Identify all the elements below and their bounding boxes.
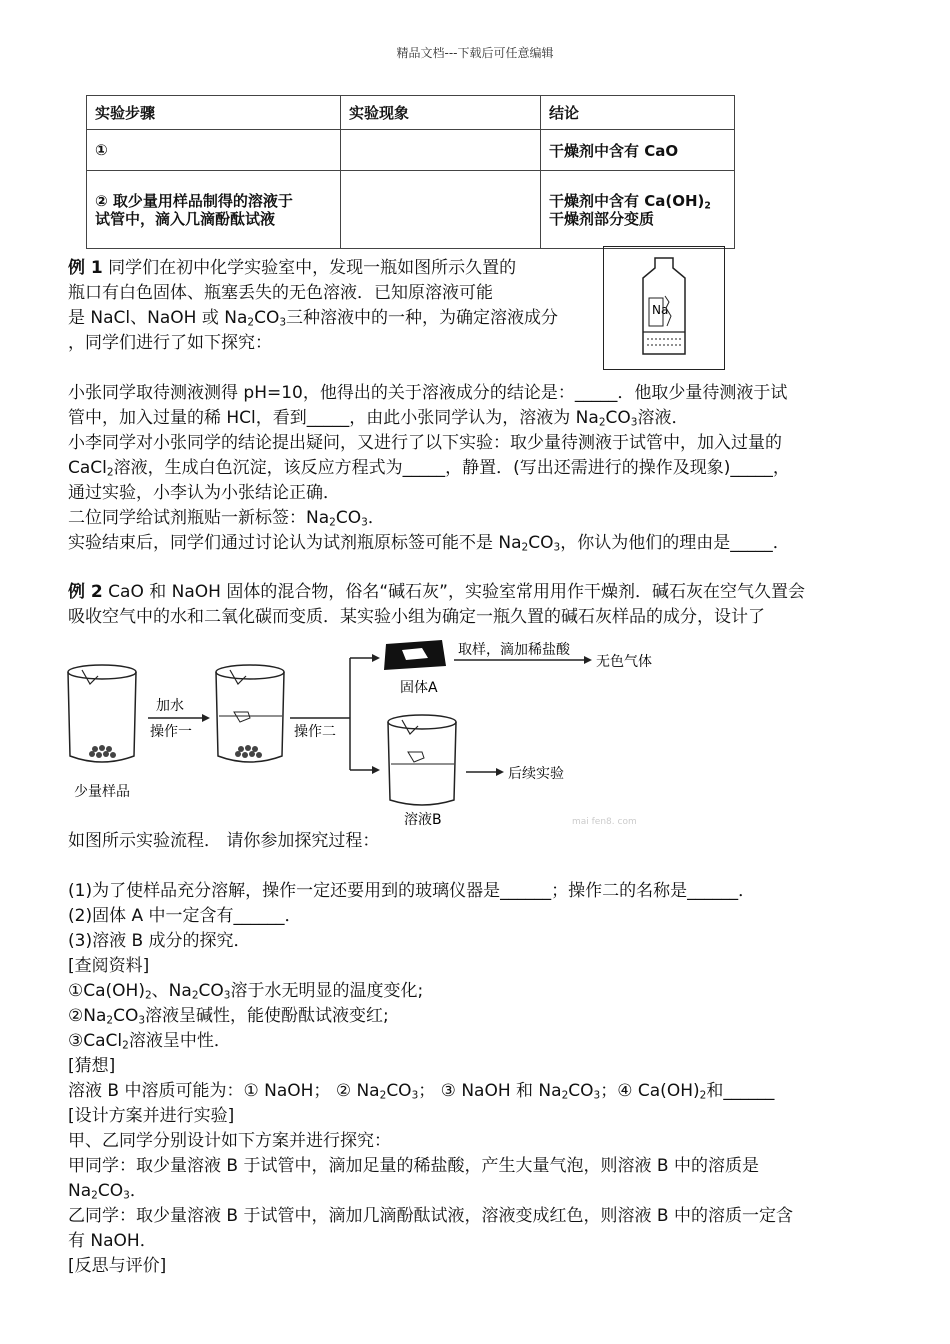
- text: 管中，加入过量的稀 HCl，看到_____，由此小张同学认为，溶液为 Na: [68, 408, 599, 428]
- paragraph-line: [68, 456, 790, 481]
- reagent-bottle-figure: [603, 246, 725, 370]
- followup-label: 后续实验: [508, 766, 564, 782]
- table-header-cell: 结论: [541, 96, 735, 130]
- ex1-line: [68, 256, 516, 281]
- subscript: 3: [123, 1189, 130, 1202]
- op1-label: 操作一: [150, 724, 192, 740]
- subscript: 2: [704, 199, 711, 211]
- step-line: 试管中，滴入几滴酚酞试液: [95, 209, 276, 228]
- paragraph-line: 小李同学对小张同学的结论提出疑问，又进行了以下实验：取少量待测液于试管中，加入过量的: [68, 433, 782, 453]
- ex2-line: [68, 580, 805, 605]
- subscript: 2: [561, 1089, 569, 1102]
- text: 同学们在初中化学实验室中，发现一瓶如图所示久置的: [102, 258, 517, 278]
- question-line: (3)溶液 B 成分的探究．: [68, 931, 251, 951]
- paragraph-line: [68, 506, 385, 531]
- subscript: 3: [593, 1089, 601, 1102]
- table-header-cell: 实验现象: [341, 96, 541, 130]
- gas-label: 无色气体: [596, 654, 652, 670]
- beaker-icon: [388, 715, 456, 805]
- subscript: 2: [191, 989, 199, 1002]
- table-row: [87, 171, 735, 249]
- text: CO: [605, 408, 631, 428]
- paragraph-line: [68, 531, 790, 556]
- arrowhead-icon: [584, 656, 592, 664]
- subscript: 3: [553, 541, 561, 554]
- paragraph-line: 甲同学：取少量溶液 B 于试管中，滴加足量的稀盐酸，产生大量气泡，则溶液 B 中的溶质是: [68, 1156, 759, 1176]
- subscript: 3: [630, 416, 638, 429]
- text: ．: [129, 1181, 147, 1201]
- text: ②Na: [68, 1006, 107, 1026]
- flow-diagram: [62, 636, 682, 826]
- section-title: [猜想]: [68, 1056, 116, 1076]
- paragraph-line: 乙同学：取少量溶液 B 于试管中，滴加几滴酚酞试液，溶液变成红色，则溶液 B 中的溶质一定含: [68, 1206, 793, 1226]
- reference-line: [68, 979, 423, 1004]
- experiment-table: [86, 95, 735, 249]
- table-row: [87, 130, 735, 171]
- text: 溶液，生成白色沉淀，该反应方程式为_____，静置．(写出还需进行的操作及现象)_____，: [113, 458, 790, 478]
- text: CaCl: [68, 458, 107, 478]
- subscript: 2: [247, 316, 255, 329]
- text: 和______: [706, 1081, 775, 1101]
- take-sample-label: 取样，滴加稀盐酸: [458, 642, 570, 658]
- subscript: 2: [598, 416, 606, 429]
- solid-a-label: 固体A: [400, 680, 438, 696]
- arrowhead-icon: [372, 654, 380, 662]
- arrowhead-icon: [372, 766, 380, 774]
- subscript: 2: [699, 1089, 707, 1102]
- ex1-label: 例 1: [68, 258, 103, 278]
- text: ．: [367, 508, 385, 528]
- text: 溶液 B 中溶质可能为：① NaOH； ② Na: [68, 1081, 380, 1101]
- text: 、Na: [151, 981, 192, 1001]
- text: CO: [335, 508, 362, 528]
- paragraph-line: 有 NaOH．: [68, 1231, 157, 1251]
- table-cell-step: [87, 171, 341, 249]
- ex1-line: [68, 306, 558, 331]
- beaker-icon: [216, 665, 284, 762]
- paragraph-line: [68, 1179, 147, 1204]
- table-header-row: [87, 96, 735, 130]
- sample-label: 少量样品: [74, 784, 130, 800]
- subscript: 3: [279, 316, 287, 329]
- text: 二位同学给试剂瓶贴一新标签：Na: [68, 508, 330, 528]
- text: CO: [568, 1081, 594, 1101]
- question-line: (2)固体 A 中一定含有______．: [68, 906, 302, 926]
- text: ③CaCl: [68, 1031, 123, 1051]
- text: 溶于水无明显的温度变化;: [230, 981, 424, 1001]
- table-cell-conclusion: [541, 171, 735, 249]
- add-water-label: 加水: [156, 698, 184, 714]
- text: CO: [386, 1081, 412, 1101]
- op2-label: 操作二: [294, 724, 336, 740]
- watermark-text: mai fen8. com: [572, 817, 637, 826]
- text: CO: [97, 1181, 124, 1201]
- ex2-line: 吸收空气中的水和二氧化碳而变质．某实验小组为确定一瓶久置的碱石灰样品的成分，设计了: [68, 607, 765, 627]
- subscript: 2: [521, 541, 529, 554]
- arrowhead-icon: [496, 768, 504, 776]
- section-title: [设计方案并进行实验]: [68, 1106, 235, 1126]
- conclusion-line: 干燥剂中含有 Ca(OH): [549, 191, 705, 210]
- subscript: 3: [361, 516, 368, 529]
- text: 溶液呈中性．: [128, 1031, 231, 1051]
- subscript: 2: [106, 1014, 114, 1027]
- text: ，你认为他们的理由是_____．: [560, 533, 790, 553]
- table-cell-phenomenon: [341, 130, 541, 171]
- step-line: ② 取少量用样品制得的溶液于: [95, 191, 293, 210]
- text: 三种溶液中的一种，为确定溶液成分: [286, 308, 559, 328]
- subscript: 2: [144, 989, 152, 1002]
- paragraph-line: 如图所示实验流程． 请你参加探究过程：: [68, 831, 380, 851]
- ex1-line: ，同学们进行了如下探究：: [68, 333, 272, 353]
- subscript: 2: [329, 516, 336, 529]
- section-title: [查阅资料]: [68, 956, 150, 976]
- reference-line: [68, 1004, 389, 1029]
- beaker-icon: [68, 665, 136, 762]
- text: 溶液呈碱性，能使酚酞试液变红;: [145, 1006, 389, 1026]
- text: ；④ Ca(OH): [600, 1081, 700, 1101]
- solution-b-label: 溶液B: [404, 812, 442, 826]
- page-header: 精品文档---下载后可任意编辑: [396, 46, 554, 60]
- reference-line: [68, 1029, 231, 1054]
- subscript: 2: [379, 1089, 387, 1102]
- question-line: (1)为了使样品充分溶解，操作一定还要用到的玻璃仪器是______；操作二的名称是______．: [68, 881, 756, 901]
- section-title: [反思与评价]: [68, 1256, 167, 1276]
- text: CO: [528, 533, 554, 553]
- conclusion-line: 干燥剂部分变质: [549, 209, 655, 228]
- text: 溶液．: [637, 408, 689, 428]
- subscript: 3: [223, 989, 231, 1002]
- table-header-cell: 实验步骤: [87, 96, 341, 130]
- text: CaO 和 NaOH 固体的混合物，俗名“碱石灰”，实验室常用用作干燥剂．碱石灰在空气久置会: [102, 582, 805, 602]
- arrowhead-icon: [202, 714, 210, 722]
- subscript: 3: [138, 1014, 146, 1027]
- text: Na: [68, 1181, 92, 1201]
- text: 是 NaCl、NaOH 或 Na: [68, 308, 248, 328]
- table-cell-conclusion: 干燥剂中含有 CaO: [541, 130, 735, 171]
- text: CO: [198, 981, 224, 1001]
- text: 实验结束后，同学们通过讨论认为试剂瓶原标签可能不是 Na: [68, 533, 522, 553]
- paragraph-line: [68, 406, 689, 431]
- text: CO: [113, 1006, 139, 1026]
- table-cell-step: ①: [87, 130, 341, 171]
- subscript: 2: [122, 1039, 129, 1052]
- paragraph-line: 甲、乙同学分别设计如下方案并进行探究：: [68, 1131, 391, 1151]
- table-cell-phenomenon: [341, 171, 541, 249]
- ex2-label: 例 2: [68, 582, 103, 602]
- guess-line: [68, 1079, 774, 1104]
- text: ； ③ NaOH 和 Na: [418, 1081, 562, 1101]
- text: CO: [254, 308, 280, 328]
- paragraph-line: 小张同学取待测液测得 pH=10，他得出的关于溶液成分的结论是：_____．他取少量待测液于试: [68, 383, 788, 403]
- text: ①Ca(OH): [68, 981, 145, 1001]
- bottle-label-text: Na: [652, 303, 669, 317]
- subscript: 2: [91, 1189, 98, 1202]
- bottle-icon: [643, 258, 685, 354]
- paragraph-line: 通过实验，小李认为小张结论正确．: [68, 483, 340, 503]
- subscript: 2: [106, 466, 114, 479]
- subscript: 3: [411, 1089, 419, 1102]
- ex1-line: 瓶口有白色固体、瓶塞丢失的无色溶液．已知原溶液可能: [68, 283, 493, 303]
